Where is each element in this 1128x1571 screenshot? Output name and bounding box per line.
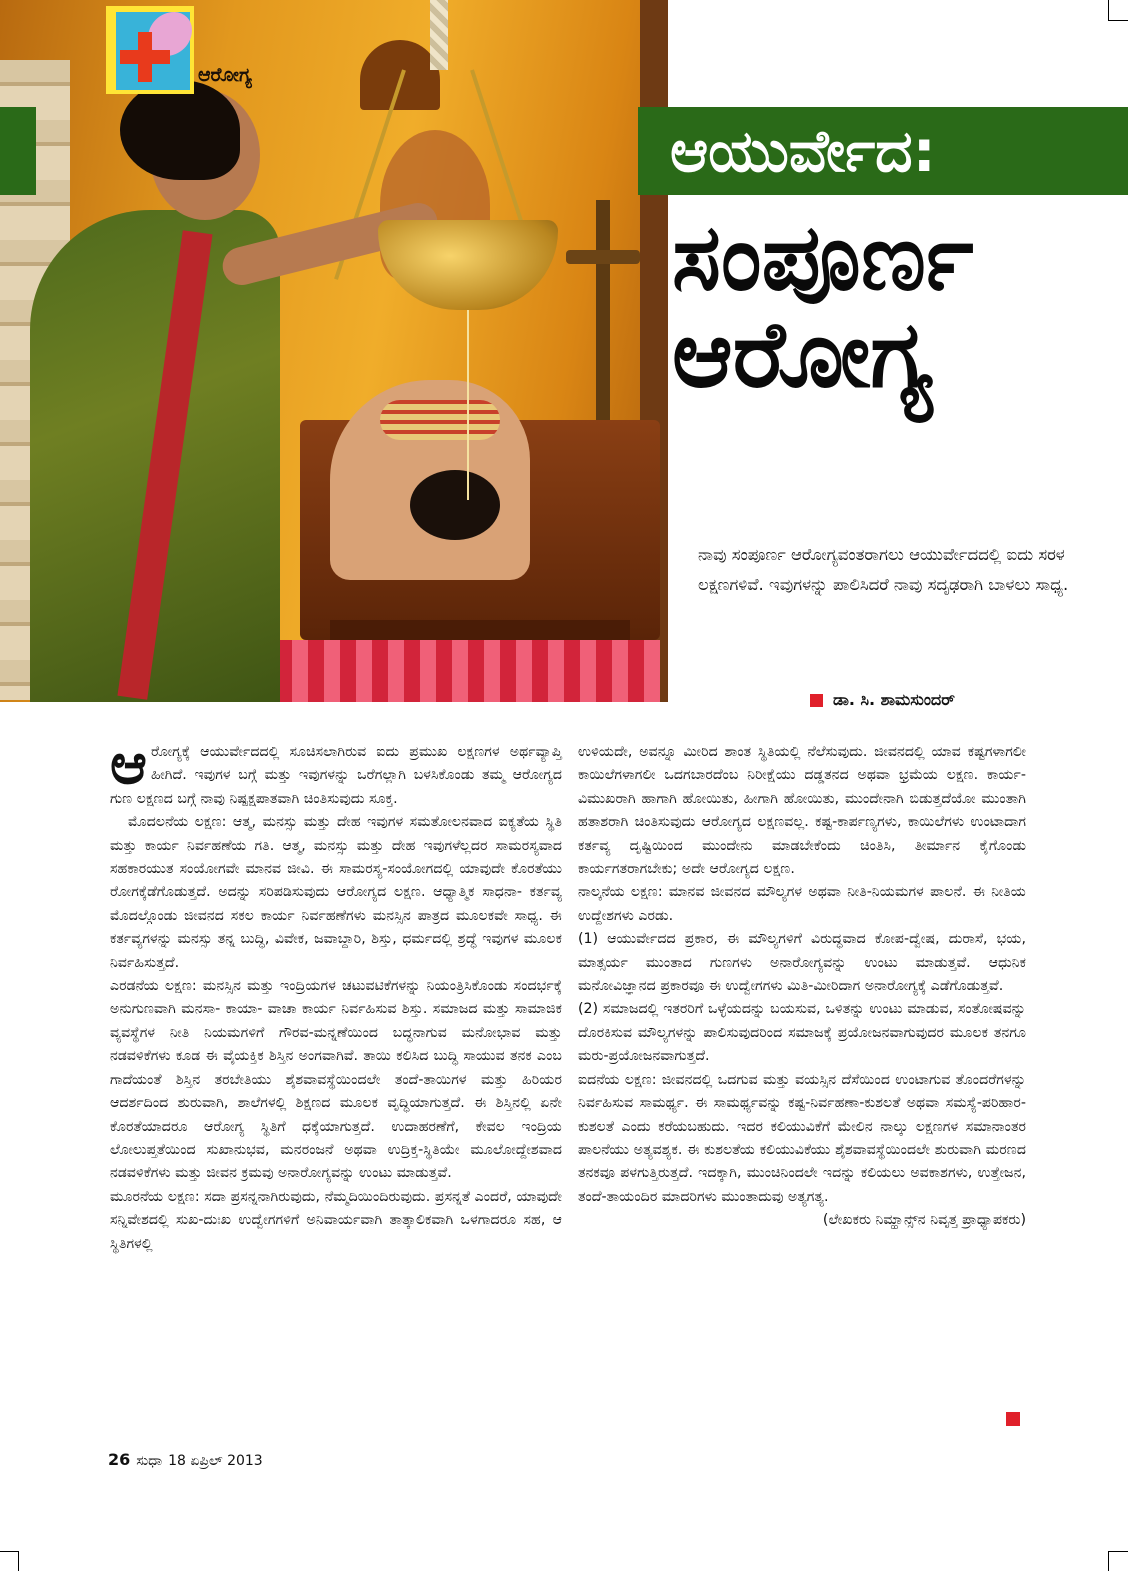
paragraph: ಉಳಿಯದೇ, ಅವನ್ನೂ ಮೀರಿದ ಶಾಂತ ಸ್ಥಿತಿಯಲ್ಲಿ ನೆಲೆಸುವುದು. ಜೀವನದಲ್ಲಿ ಯಾವ ಕಷ್ಟಗಳಾಗಲೀ ಕಾಯಿಲೆಗಳಾಗಲೀ ಒದಗಬಾರದೆಂಬ ನಿರೀಕ್ಷೆಯು ದಡ್ಡತನದ ಅಥವಾ ಭ್ರಮೆಯ ಲಕ್ಷಣ. ಕಾರ್ಯ-ವಿಮುಖರಾಗಿ ಹಾಗಾಗಿ ಹೋಯಿತು, ಹೀಗಾಗಿ ಹೋಯಿತು, ಮುಂದೇನಾಗಿ ಬಿಡುತ್ತದೆಯೋ ಮುಂತಾಗಿ ಹತಾಶರಾಗಿ ಚಿಂತಿಸುವುದು ಆರೋಗ್ಯದ ಲಕ್ಷಣವಲ್ಲ. ಕಷ್ಟ-ಕಾರ್ಪಣ್ಯಗಳು, ಕಾಯಿಲೆಗಳು ಉಂಟಾದಾಗ ಕರ್ತವ್ಯ ದೃಷ್ಟಿಯಿಂದ ಮುಂದೇನು ಮಾಡಬೇಕೆಂದು ಚಿಂತಿಸಿ, ತೀರ್ಮಾನ ಕೈಗೊಂಡು ಕಾರ್ಯಗತರಾಗಬೇಕು; ಅದೇ ಆರೋಗ್ಯದ ಲಕ್ಷಣ.	[578, 744, 1026, 878]
intro-text: ನಾವು ಸಂಪೂರ್ಣ ಆರೋಗ್ಯವಂತರಾಗಲು ಆಯುರ್ವೇದದಲ್ಲಿ ಐದು ಸರಳ ಲಕ್ಷಣಗಳಿವೆ. ಇವುಗಳನ್ನು ಪಾಲಿಸಿದರೆ ನಾವು ಸದೃಢರಾಗಿ ಬಾಳಲು ಸಾಧ್ಯ.	[698, 545, 1069, 594]
title-band-left	[0, 107, 36, 195]
paragraph: ಐದನೆಯ ಲಕ್ಷಣ: ಜೀವನದಲ್ಲಿ ಒದಗುವ ಮತ್ತು ವಯಸ್ಸಿನ ದೆಸೆಯಿಂದ ಉಂಟಾಗುವ ತೊಂದರೆಗಳನ್ನು ನಿರ್ವಹಿಸುವ ಸಾಮರ್ಥ್ಯ. ಈ ಸಾಮರ್ಥ್ಯವನ್ನು ಕಷ್ಟ-ನಿರ್ವಹಣಾ-ಕುಶಲತೆ ಅಥವಾ ಸಮಸ್ಯೆ-ಪರಿಹಾರ-ಕುಶಲತೆ ಎಂದು ಕರೆಯಬಹುದು. ಇದರ ಕಲಿಯುವಿಕೆಗೆ ಮೇಲಿನ ನಾಲ್ಕು ಲಕ್ಷಣಗಳ ಸಮಾನಾಂತರ ಪಾಲನೆಯು ಅತ್ಯವಶ್ಯಕ. ಈ ಕುಶಲತೆಯ ಕಲಿಯುವಿಕೆಯು ಶೈಶವಾವಸ್ಥೆಯಿಂದಲೇ ಶುರುವಾಗಿ ಮರಣದ ತನಕವೂ ಪಳಗುತ್ತಿರುತ್ತದೆ. ಇದಕ್ಕಾಗಿ, ಮುಂಚಿನಿಂದಲೇ ಇದನ್ನು ಕಲಿಯಲು ಅವಕಾಶಗಳು, ಉತ್ತೇಜನ, ತಂದೆ-ತಾಯಂದಿರ ಮಾದರಿಗಳು ಮುಂತಾದುವು ಅತ್ಯಗತ್ಯ.	[578, 1071, 1026, 1205]
page-number: 26	[108, 1450, 131, 1469]
section-tag: ಆರೋಗ್ಯ	[198, 64, 252, 86]
lamp-top	[566, 250, 640, 264]
headline	[672, 204, 1112, 408]
shirodhara-bowl	[378, 220, 558, 310]
drop-cap: ಆ	[110, 732, 147, 797]
end-mark-icon	[1006, 1412, 1020, 1426]
paragraph: (2) ಸಮಾಜದಲ್ಲಿ ಇತರರಿಗೆ ಒಳ್ಳೆಯದನ್ನು ಬಯಸುವ, ಒಳಿತನ್ನು ಉಂಟು ಮಾಡುವ, ಸಂತೋಷವನ್ನು ದೊರಕಿಸುವ ಮೌಲ್ಯಗಳನ್ನು ಪಾಲಿಸುವುದರಿಂದ ಸಮಾಜಕ್ಕೆ ಪ್ರಯೋಜನವಾಗುವುದರ ಮೂಲಕ ತನಗೂ ಮರು-ಪ್ರಯೋಜನವಾಗುತ್ತದೆ.	[578, 1001, 1026, 1065]
author-name: ಡಾ. ಸಿ. ಶಾಮಸುಂದರ್	[833, 690, 955, 709]
section-logo	[106, 6, 194, 94]
magazine-name: ಸುಧಾ	[136, 1453, 163, 1469]
paragraph: ನಾಲ್ಕನೆಯ ಲಕ್ಷಣ: ಮಾನವ ಜೀವನದ ಮೌಲ್ಯಗಳ ಅಥವಾ ನೀತಿ-ನಿಯಮಗಳ ಪಾಲನೆ. ಈ ನೀತಿಯ ಉದ್ದೇಶಗಳು ಎರಡು.	[578, 884, 1026, 924]
author-credit: (ಲೇಖಕರು ನಿಮ್ಹಾನ್ಸ್‌ನ ನಿವೃತ್ತ ಪ್ರಾಧ್ಯಾಪಕರು)	[822, 1212, 1026, 1229]
crop-mark	[1108, 1551, 1128, 1552]
cloth	[380, 400, 500, 440]
paragraph: ರೋಗ್ಯಕ್ಕೆ ಆಯುರ್ವೇದದಲ್ಲಿ ಸೂಚಿಸಲಾಗಿರುವ ಐದು ಪ್ರಮುಖ ಲಕ್ಷಣಗಳ ಅರ್ಥವ್ಯಾಪ್ತಿ ಹೀಗಿದೆ. ಇವುಗಳ ಬಗ್ಗೆ ಮತ್ತು ಇವುಗಳನ್ನು ಒರೆಗಲ್ಲಾಗಿ ಬಳಸಿಕೊಂಡು ತಮ್ಮ ಆರೋಗ್ಯದ ಗುಣ ಲಕ್ಷಣದ ಬಗ್ಗೆ ನಾವು ನಿಷ್ಪಕ್ಷಪಾತವಾಗಿ ಚಿಂತಿಸುವುದು ಸೂಕ್ತ.	[110, 744, 562, 807]
headline-line2: ಸಂಪೂರ್ಣ	[672, 204, 974, 311]
article-column-right	[578, 741, 1026, 1233]
paragraph: ಎರಡನೆಯ ಲಕ್ಷಣ: ಮನಸ್ಸಿನ ಮತ್ತು ಇಂದ್ರಿಯಗಳ ಚಟುವಟಿಕೆಗಳನ್ನು ನಿಯಂತ್ರಿಸಿಕೊಂಡು ಸಂದರ್ಭಕ್ಕೆ ಅನುಗುಣವಾಗಿ ಮನಸಾ- ಕಾಯಾ- ವಾಚಾ ಕಾರ್ಯ ನಿರ್ವಹಿಸುವ ಶಿಸ್ತು. ಸಮಾಜದ ಮತ್ತು ಸಾಮಾಜಿಕ ವ್ಯವಸ್ಥೆಗಳ ನೀತಿ ನಿಯಮಗಳಿಗೆ ಗೌರವ-ಮನ್ನಣೆಯಿಂದ ಬದ್ಧನಾಗುವ ಮನೋಭಾವ ಮತ್ತು ನಡವಳಿಕೆಗಳು ಕೂಡ ಈ ವೈಯಕ್ತಿಕ ಶಿಸ್ತಿನ ಅಂಗವಾಗಿವೆ. ತಾಯಿ ಕಲಿಸಿದ ಬುದ್ಧಿ ಸಾಯುವ ತನಕ ಎಂಬ ಗಾದೆಯಂತೆ ಶಿಸ್ತಿನ ತರಬೇತಿಯು ಶೈಶವಾವಸ್ಥೆಯಿಂದಲೇ ತಂದೆ-ತಾಯಿಗಳ ಮತ್ತು ಹಿರಿಯರ ಆದರ್ಶದಿಂದ ಶುರುವಾಗಿ, ಶಾಲೆಗಳಲ್ಲಿ ಶಿಕ್ಷಣದ ಮೂಲಕ ವೃದ್ಧಿಯಾಗುತ್ತದೆ. ಈ ಶಿಸ್ತಿನಲ್ಲಿ ಏನೇ ಕೊರತೆಯಾದರೂ ಆರೋಗ್ಯ ಸ್ಥಿತಿಗೆ ಧಕ್ಕೆಯಾಗುತ್ತದೆ. ಉದಾಹರಣೆಗೆ, ಕೇವಲ ಇಂದ್ರಿಯ ಲೋಲುಪ್ತತೆಯಿಂದ ಸುಖಾನುಭವ, ಮನರಂಜನೆ ಅಥವಾ ಉದ್ರಿಕ್ತ-ಸ್ಥಿತಿಯೇ ಮೂಲೋದ್ದೇಶವಾದ ನಡವಳಿಕೆಗಳು ಮತ್ತು ಜೀವನ ಕ್ರಮವು ಅನಾರೋಗ್ಯವನ್ನು ಉಂಟು ಮಾಡುತ್ತವೆ.	[110, 978, 562, 1182]
paragraph: ಮೊದಲನೆಯ ಲಕ್ಷಣ: ಆತ್ಮ, ಮನಸ್ಸು ಮತ್ತು ದೇಹ ಇವುಗಳ ಸಮತೋಲನವಾದ ಐಕ್ಯತೆಯ ಸ್ಥಿತಿ ಮತ್ತು ಕಾರ್ಯ ನಿರ್ವಹಣೆಯ ಗತಿ. ಆತ್ಮ, ಮನಸ್ಸು ಮತ್ತು ದೇಹ ಇವುಗಳೆಲ್ಲದರ ಸಾಮರಸ್ಯವಾದ ಸಹಕಾರಯುತ ಸಂಯೋಗವೇ ಮಾನವ ಜೀವಿ. ಈ ಸಾಮರಸ್ಯ-ಸಂಯೋಗದಲ್ಲಿ ಯಾವುದೇ ಕೊರತೆಯು ರೋಗಕ್ಕೆಡೆಗೊಡುತ್ತದೆ. ಅದನ್ನು ಸರಿಪಡಿಸುವುದು ಆರೋಗ್ಯದ ಲಕ್ಷಣ. ಆಧ್ಯಾತ್ಮಿಕ ಸಾಧನಾ- ಕರ್ತವ್ಯ ಮೊದಲ್ಗೊಂಡು ಜೀವನದ ಸಕಲ ಕಾರ್ಯ ನಿರ್ವಹಣೆಗಳು ಮನಸ್ಸಿನ ಪಾತ್ರದ ಮೂಲಕವೇ ಸಾಧ್ಯ. ಈ ಕರ್ತವ್ಯಗಳನ್ನು ಮನಸ್ಸು ತನ್ನ ಬುದ್ಧಿ, ವಿವೇಕ, ಜವಾಬ್ದಾರಿ, ಶಿಸ್ತು, ಧರ್ಮದಲ್ಲಿ ಶ್ರದ್ಧೆ ಇವುಗಳ ಮೂಲಕ ನಿರ್ವಹಿಸುತ್ತದೆ.	[110, 814, 562, 971]
headline-line1: ಆಯುರ್ವೇದ:	[670, 116, 936, 185]
red-cross-icon	[138, 32, 152, 82]
crop-mark	[1108, 0, 1109, 20]
page-footer	[108, 1450, 263, 1469]
oil-stream	[467, 310, 469, 500]
ayurveda-photo	[0, 0, 668, 702]
bullet-square-icon	[810, 694, 823, 707]
rope	[430, 0, 448, 70]
paragraph: (1) ಆಯುರ್ವೇದದ ಪ್ರಕಾರ, ಈ ಮೌಲ್ಯಗಳಿಗೆ ವಿರುದ್ಧವಾದ ಕೋಪ-ದ್ವೇಷ, ದುರಾಸೆ, ಭಯ, ಮಾತ್ಸರ್ಯ ಮುಂತಾದ ಗುಣಗಳು ಅನಾರೋಗ್ಯವನ್ನು ಉಂಟು ಮಾಡುತ್ತವೆ. ಆಧುನಿಕ ಮನೋವಿಜ್ಞಾನದ ಪ್ರಕಾರವೂ ಈ ಉದ್ವೇಗಗಳು ಮಿತಿ-ಮೀರಿದಾಗ ಅನಾರೋಗ್ಯಕ್ಕೆ ಎಡೆಗೊಡುತ್ತವೆ.	[578, 931, 1026, 995]
lamp-stand	[596, 200, 610, 430]
crop-mark	[1108, 1551, 1109, 1571]
byline	[810, 690, 1110, 710]
patient-hair	[410, 470, 500, 540]
crop-mark	[18, 1551, 19, 1571]
paragraph: ಮೂರನೆಯ ಲಕ್ಷಣ: ಸದಾ ಪ್ರಸನ್ನನಾಗಿರುವುದು, ನೆಮ್ಮದಿಯಿಂದಿರುವುದು. ಪ್ರಸನ್ನತೆ ಎಂದರೆ, ಯಾವುದೇ ಸನ್ನಿವೇಶದಲ್ಲಿ ಸುಖ-ದುಃಖ ಉದ್ವೇಗಗಳಿಗೆ ಅನಿವಾರ್ಯವಾಗಿ ತಾತ್ಕಾಲಿಕವಾಗಿ ಒಳಗಾದರೂ ಸಹ, ಆ ಸ್ಥಿತಿಗಳಲ್ಲಿ	[110, 1188, 562, 1252]
therapist-hair	[120, 80, 240, 180]
crop-mark	[0, 1551, 18, 1552]
article-column-left	[110, 732, 562, 1256]
crop-mark	[1108, 20, 1128, 21]
headline-line3: ಆರೋಗ್ಯ	[672, 300, 933, 408]
issue-date: 18 ಏಪ್ರಿಲ್ 2013	[168, 1453, 263, 1469]
